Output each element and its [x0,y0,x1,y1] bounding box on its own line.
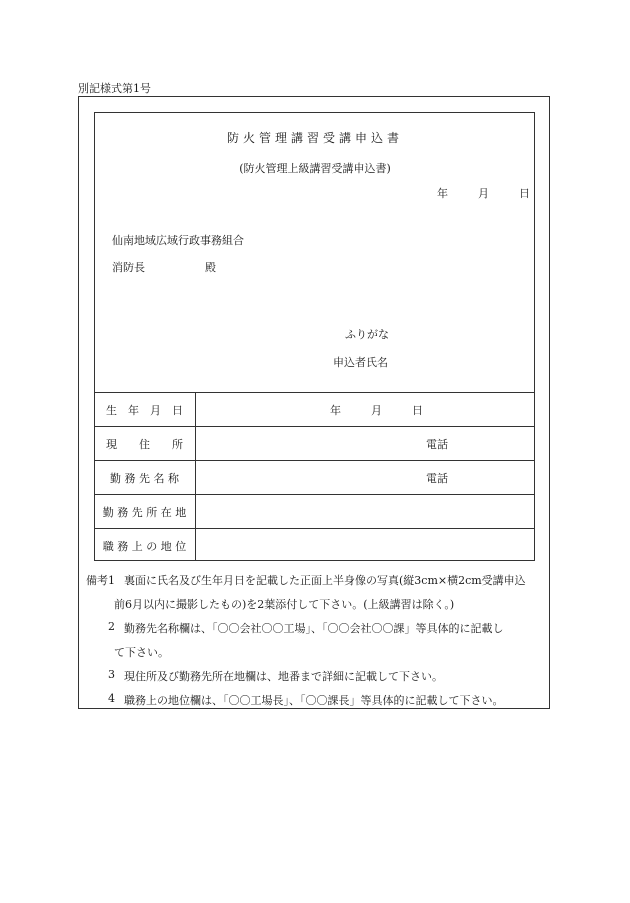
date-day-label: 日 [519,187,530,200]
furigana-label: ふりがな [345,328,389,341]
form-title: 防火管理講習受講申込書 [226,131,403,145]
note-2-line-1: 勤務先名称欄は、「〇〇会社〇〇工場」、「〇〇会社〇〇課」等具体的に記載し [124,622,504,635]
notes-heading: 備考1 [86,574,115,587]
date-year-label: 年 [437,187,448,200]
note-3-line-1: 現住所及び勤務先所在地欄は、地番まで詳細に記載して下さい。 [124,670,443,683]
table-row-divider [94,494,535,495]
note-4-line-1: 職務上の地位欄は、「〇〇工場長」、「〇〇課長」等具体的に記載して下さい。 [124,694,504,707]
birth-year-label: 年 [330,404,341,417]
form-subtitle: (防火管理上級講習受講申込書) [239,162,391,175]
note-2-number: 2 [108,620,115,633]
birth-month-label: 月 [371,404,382,417]
row-label-address: 現 住 所 [106,438,183,451]
note-3-number: 3 [108,668,115,681]
recipient-title: 消防長 [112,261,145,274]
table-row-divider [94,528,535,529]
note-4-number: 4 [108,692,115,705]
employer-phone-label: 電話 [426,472,448,485]
row-label-job-position: 職 務 上 の 地 位 [102,540,187,553]
note-2-line-2: て下さい。 [114,646,169,659]
address-phone-label: 電話 [426,438,448,451]
applicant-name-label: 申込者氏名 [333,356,388,369]
table-row-divider [94,426,535,427]
birth-date-field [330,402,423,418]
table-top-border [94,392,535,393]
date-month-label: 月 [478,187,489,200]
row-label-employer-address: 勤 務 先 所 在 地 [102,506,187,519]
table-column-divider [195,392,196,561]
form-number-label: 別記様式第1号 [78,82,151,95]
application-date [437,185,530,201]
note-1-line-2: 前6月以内に撮影したもの)を2葉添付して下さい。(上級講習は除く。) [114,598,455,611]
row-label-employer-name: 勤 務 先 名 称 [110,472,179,485]
row-label-birth-date: 生 年 月 日 [106,404,183,417]
birth-day-label: 日 [412,404,423,417]
note-1-line-1: 裏面に氏名及び生年月日を記載した正面上半身像の写真(縦3cm×横2cm受講申込 [124,574,526,587]
honorific: 殿 [205,261,216,274]
table-row-divider [94,460,535,461]
recipient-organization: 仙南地域広域行政事務組合 [112,234,244,247]
